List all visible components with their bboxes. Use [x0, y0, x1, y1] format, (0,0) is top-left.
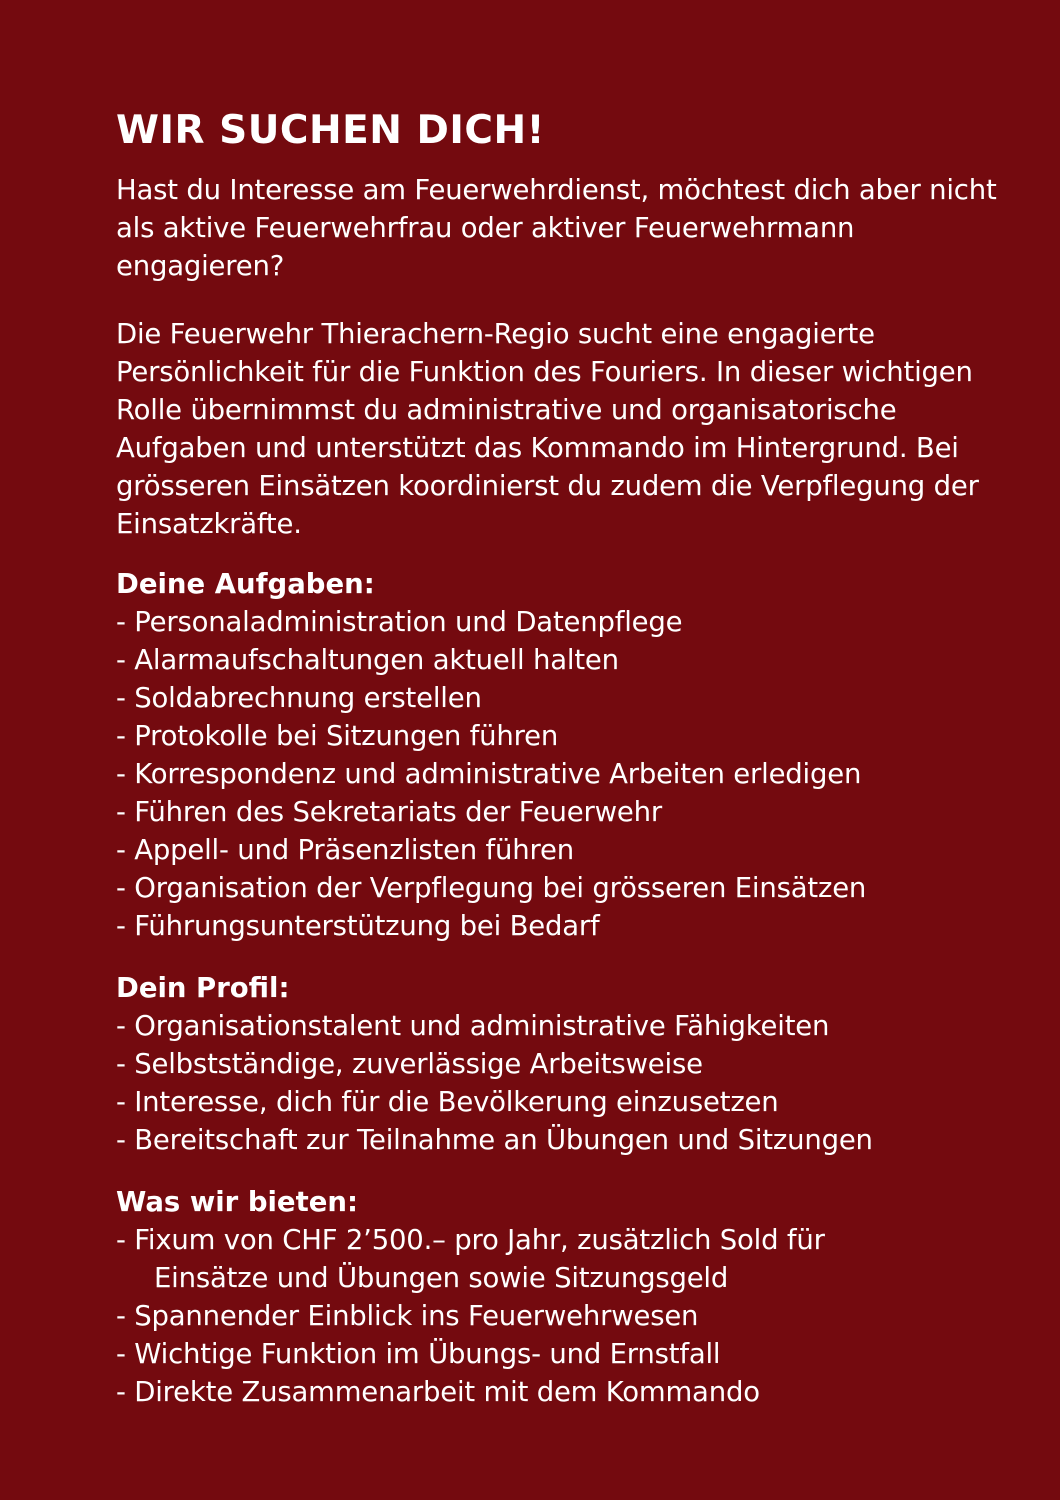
list-item: - Organisationstalent und administrative Fähigkeiten — [116, 1010, 830, 1042]
intro-paragraph-2: Die Feuerwehr Thierachern-Regio sucht eine engagierte Persönlichkeit für die Funktion des Fouriers. In dieser wichtigen Rolle übernimmst du administrative und organisatorische Aufgaben und unterstützt das Kommando im Hintergrund. Bei grösseren Einsätzen koordinierst du zudem die Verpflegung der Einsatzkräfte. — [116, 318, 979, 540]
intro-paragraph-1: Hast du Interesse am Feuerwehrdienst, möchtest dich aber nicht als aktive Feuerwehrfrau oder aktiver Feuerwehrmann engagieren? — [116, 174, 997, 282]
list-item: - Bereitschaft zur Teilnahme an Übungen und Sitzungen — [116, 1124, 873, 1156]
list-item — [116, 1221, 1016, 1297]
list-item: - Wichtige Funktion im Übungs- und Ernstfall — [116, 1338, 721, 1370]
profile-list — [116, 1007, 1016, 1159]
list-item: - Interesse, dich für die Bevölkerung einzusetzen — [116, 1086, 779, 1118]
offer-item-line-2: Einsätze und Übungen sowie Sitzungsgeld — [154, 1262, 729, 1294]
tasks-list — [116, 603, 1016, 945]
list-item: - Alarmaufschaltungen aktuell halten — [116, 644, 619, 676]
list-item: - Appell- und Präsenzlisten führen — [116, 834, 574, 866]
offer-title: Was wir bieten: — [116, 1186, 358, 1218]
list-item: - Protokolle bei Sitzungen führen — [116, 720, 559, 752]
tasks-title: Deine Aufgaben: — [116, 568, 375, 600]
list-item: - Soldabrechnung erstellen — [116, 682, 482, 714]
tasks-section — [116, 565, 1016, 945]
headline: WIR SUCHEN DICH! — [116, 108, 545, 153]
list-item: - Personaladministration und Datenpflege — [116, 606, 683, 638]
offer-item-line-1: - Fixum von CHF 2’500.– pro Jahr, zusätzlich Sold für — [116, 1224, 825, 1256]
list-item: - Direkte Zusammenarbeit mit dem Kommando — [116, 1376, 760, 1408]
offer-list — [116, 1221, 1016, 1411]
list-item: - Führungsunterstützung bei Bedarf — [116, 910, 600, 942]
offer-section — [116, 1183, 1016, 1411]
list-item: - Organisation der Verpflegung bei grösseren Einsätzen — [116, 872, 867, 904]
list-item: - Selbstständige, zuverlässige Arbeitsweise — [116, 1048, 703, 1080]
profile-section — [116, 969, 1016, 1159]
profile-title: Dein Profil: — [116, 972, 290, 1004]
list-item: - Führen des Sekretariats der Feuerwehr — [116, 796, 662, 828]
list-item: - Korrespondenz und administrative Arbeiten erledigen — [116, 758, 862, 790]
list-item: - Spannender Einblick ins Feuerwehrwesen — [116, 1300, 699, 1332]
flyer-content — [116, 108, 1016, 1411]
